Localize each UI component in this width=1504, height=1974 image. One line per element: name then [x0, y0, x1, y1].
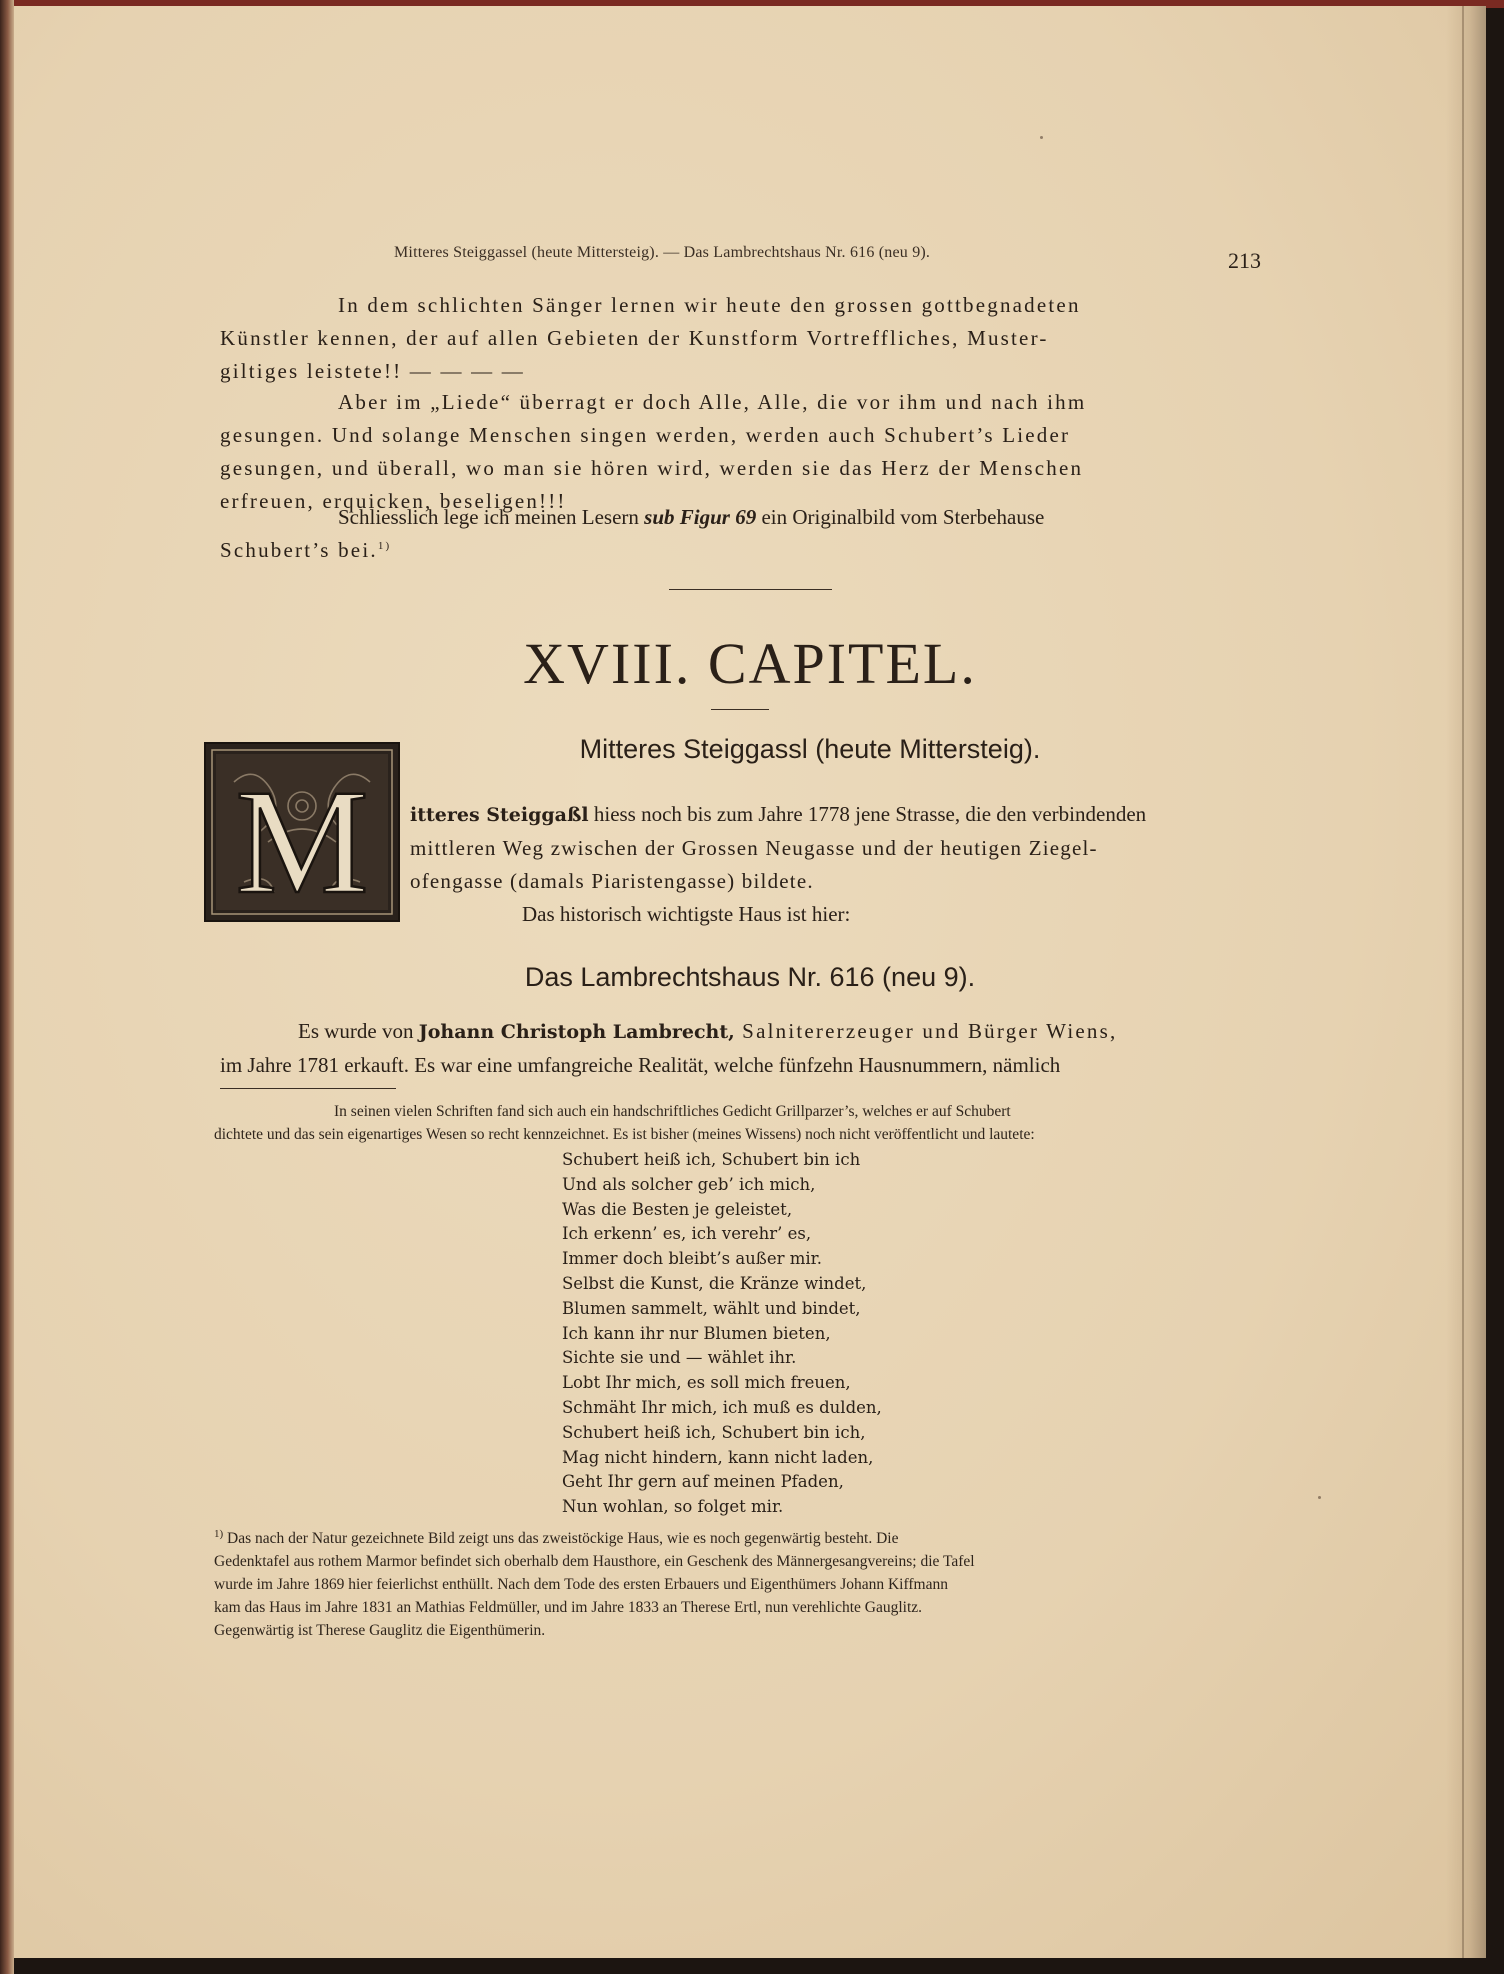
- paragraph-2-line-1: Aber im „Liede“ überragt er doch Alle, Alle, die vor ihm und nach ihm: [338, 390, 1087, 414]
- paragraph-2-line-2: gesungen. Und solange Menschen singen werden, werden auch Schubert’s Lieder: [220, 423, 1071, 447]
- poem-line: Schmäht Ihr mich, ich muß es dulden,: [562, 1397, 882, 1417]
- figure-reference: sub Figur 69: [644, 505, 757, 529]
- paragraph-3-line-2-text: Schubert’s bei.: [220, 538, 378, 562]
- footnote-grillparzer-line-2: dichtete und das sein eigenartiges Wesen so recht kennzeichnet. Es ist bisher (meines Wissens) noch nicht veröffentlicht und lautete:: [214, 1126, 1035, 1143]
- footnote-rule: [220, 1088, 396, 1089]
- running-head: Mitteres Steiggassel (heute Mittersteig). — Das Lambrechtshaus Nr. 616 (neu 9).: [394, 244, 931, 261]
- poem-line: Selbst die Kunst, die Kränze windet,: [562, 1273, 867, 1293]
- page-number: 213: [1228, 248, 1261, 273]
- paragraph-3-text-after: ein Originalbild vom Sterbehause: [756, 505, 1045, 529]
- footnote-sterbehaus-marker: 1): [214, 1527, 224, 1540]
- intro-line-1-rest: hiess noch bis zum Jahre 1778 jene Strasse, die den verbindenden: [588, 802, 1147, 826]
- paragraph-3-line-2: [220, 534, 1266, 567]
- footnote-sterbehaus-line-1-text: Das nach der Natur gezeichnete Bild zeigt uns das zweistöckige Haus, wie es noch gegenwärtig besteht. Die: [227, 1530, 899, 1547]
- owner-name: Johann Christoph Lambrecht,: [418, 1021, 735, 1043]
- chapter-title-rule: [711, 709, 769, 710]
- poem-line: Blumen sammelt, wählt und bindet,: [562, 1298, 861, 1318]
- poem-line: Sichte sie und — wählet ihr.: [562, 1348, 797, 1368]
- footnote-grillparzer-line-1-text: In seinen vielen Schriften fand sich auch ein handschriftliches Gedicht Grillparzer’s, welches er auf Schubert: [334, 1103, 1011, 1120]
- footnote-sterbehaus-line-4: kam das Haus im Jahre 1831 an Mathias Feldmüller, und im Jahre 1833 an Therese Ertl, nun verehlichte Gauglitz.: [214, 1599, 923, 1616]
- poem-line: Was die Besten je geleistet,: [562, 1199, 793, 1219]
- paper-speck: [1040, 136, 1043, 139]
- section-heading-mitteres: Mitteres Steiggassl (heute Mittersteig).: [579, 734, 1041, 764]
- book-spine-edge: [0, 0, 14, 1974]
- paragraph-3-line-1: [220, 501, 1266, 534]
- intro-line-1: [410, 798, 1266, 832]
- poem-line: Ich kann ihr nur Blumen bieten,: [562, 1323, 831, 1343]
- paragraph-lambrecht-line-1: [220, 1015, 1266, 1049]
- footnote-grillparzer-line-1: [214, 1100, 1266, 1123]
- paragraph-1: [220, 289, 1266, 388]
- paragraph-lambrecht: [220, 1015, 1266, 1082]
- footnote-sterbehaus-line-2: Gedenktafel aus rothem Marmor befindet sich oberhalb dem Hausthore, ein Geschenk des Männergesangvereins; die Tafel: [214, 1553, 975, 1570]
- poem-line: Ich erkenn’ es, ich verehr’ es,: [562, 1224, 812, 1244]
- paragraph-1-line-2: Künstler kennen, der auf allen Gebieten der Kunstform Vortreffliches, Muster-: [220, 326, 1049, 350]
- paragraph-1-line-3: giltiges leistete!! — — — —: [220, 359, 525, 383]
- intro-line-3: ofengasse (damals Piaristengasse) bildete.: [410, 869, 814, 893]
- paragraph-1-line-1: In dem schlichten Sänger lernen wir heute den grossen gottbegnadeten: [338, 293, 1081, 317]
- paragraph-lambrecht-line-2: im Jahre 1781 erkauft. Es war eine umfangreiche Realität, welche fünfzehn Hausnummern, nämlich: [220, 1053, 1061, 1077]
- footnote-sterbehaus: [214, 1527, 1266, 1642]
- chapter-title: XVIII. CAPITEL.: [523, 631, 977, 696]
- paragraph-3-text-before: Schliesslich lege ich meinen Lesern: [338, 505, 645, 529]
- street-name: itteres Steiggaßl: [410, 804, 589, 826]
- poem-line: Schubert heiß ich, Schubert bin ich,: [562, 1422, 866, 1442]
- poem-line: Mag nicht hindern, kann nicht laden,: [562, 1447, 874, 1467]
- footnote-sterbehaus-line-3: wurde im Jahre 1869 hier feierlichst enthüllt. Nach dem Tode des ersten Erbauers und Eigenthümers Johann Kiffmann: [214, 1576, 948, 1593]
- section-divider: [669, 589, 832, 590]
- poem-line: Lobt Ihr mich, es soll mich freuen,: [562, 1373, 851, 1393]
- lambrecht-text-after: Salnitererzeuger und Bürger Wiens,: [734, 1019, 1118, 1043]
- grillparzer-poem: [562, 1148, 1062, 1520]
- footnote-marker: 1): [377, 540, 392, 552]
- initial-letter: M: [235, 759, 369, 922]
- section-heading-lambrechtshaus: Das Lambrechtshaus Nr. 616 (neu 9).: [524, 962, 976, 992]
- intro-paragraph: [410, 798, 1266, 931]
- lambrecht-text-before: Es wurde von: [298, 1019, 419, 1043]
- paragraph-3: [220, 501, 1266, 567]
- paragraph-2: [220, 386, 1266, 518]
- paragraph-2-line-3: gesungen, und überall, wo man sie hören wird, werden sie das Herz der Menschen: [220, 456, 1084, 480]
- footnote-sterbehaus-line-1: [214, 1527, 1266, 1550]
- paper-speck: [1318, 1496, 1321, 1499]
- paragraph-2-line-4: erfreuen, erquicken, beseligen!!!: [220, 489, 567, 513]
- book-page: [14, 6, 1486, 1958]
- poem-line: Nun wohlan, so folget mir.: [562, 1497, 784, 1517]
- poem-line: Geht Ihr gern auf meinen Pfaden,: [562, 1472, 844, 1492]
- intro-line-2: mittleren Weg zwischen der Grossen Neugasse und der heutigen Ziegel-: [410, 836, 1098, 860]
- poem-line: Immer doch bleibt’s außer mir.: [562, 1249, 822, 1269]
- poem-line: Schubert heiß ich, Schubert bin ich: [562, 1150, 861, 1169]
- poem-line: Und als solcher geb’ ich mich,: [562, 1174, 816, 1194]
- footnote-grillparzer: [214, 1100, 1266, 1146]
- decorative-initial-m: [204, 742, 400, 922]
- intro-note: Das historisch wichtigste Haus ist hier:: [522, 902, 851, 926]
- footnote-sterbehaus-line-5: Gegenwärtig ist Therese Gauglitz die Eigenthümerin.: [214, 1622, 546, 1639]
